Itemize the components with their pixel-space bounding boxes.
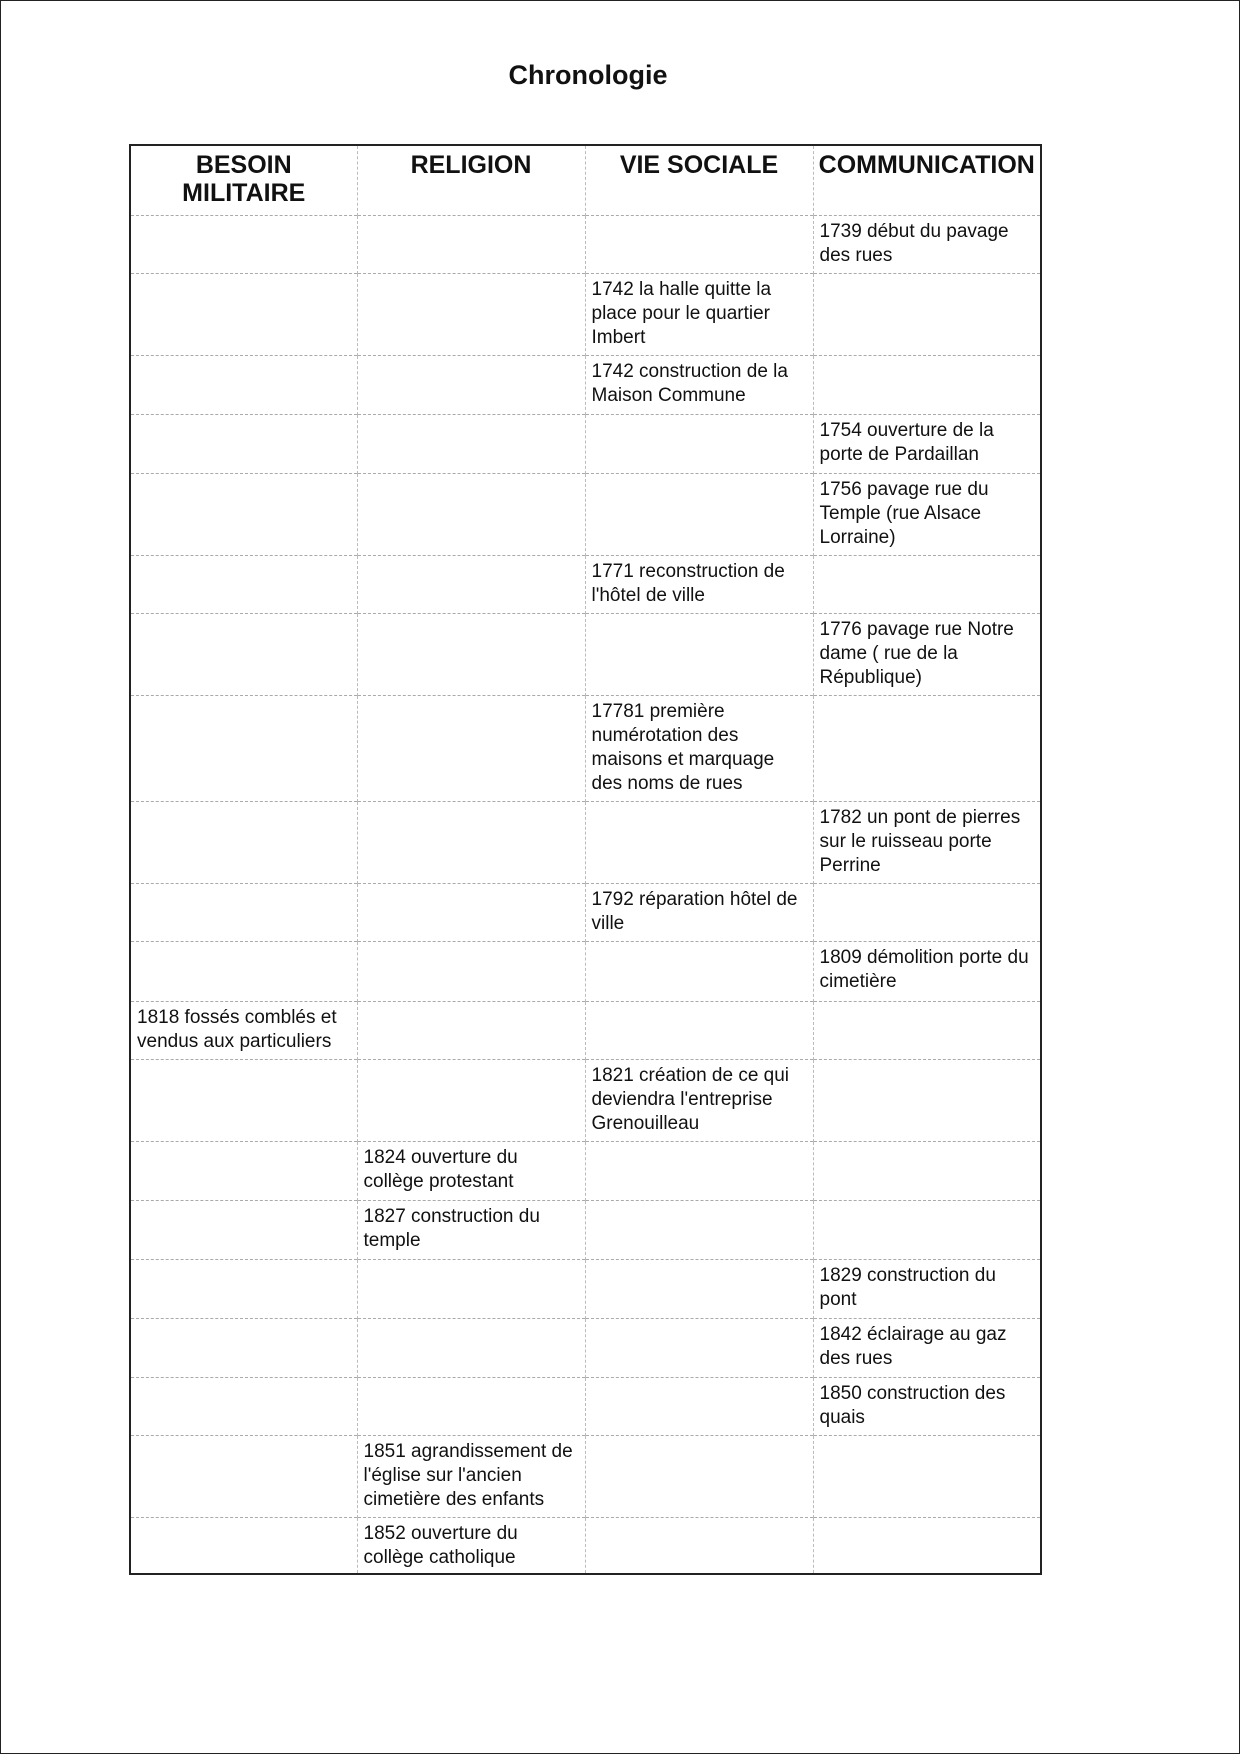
table-cell [813, 1201, 1041, 1260]
table-cell: 1824 ouverture du collège protestant [357, 1142, 585, 1201]
chronology-table [129, 144, 1042, 1575]
table-cell [130, 415, 357, 474]
table-row [130, 802, 1041, 884]
table-cell: 1829 construction du pont [813, 1260, 1041, 1319]
table-cell [357, 696, 585, 802]
table-cell [813, 1436, 1041, 1518]
table-cell [130, 1060, 357, 1142]
table-cell [130, 474, 357, 556]
header-row [130, 145, 1041, 216]
table-cell: 1821 création de ce qui deviendra l'entreprise Grenouilleau [585, 1060, 813, 1142]
table-cell [585, 1378, 813, 1436]
table-row [130, 1002, 1041, 1060]
table-cell: 1827 construction du temple [357, 1201, 585, 1260]
table-cell [585, 1436, 813, 1518]
table-cell [585, 1260, 813, 1319]
table-row [130, 274, 1041, 356]
table-cell [357, 884, 585, 942]
table-cell [813, 1060, 1041, 1142]
table-cell: 17781 première numérotation des maisons et marquage des noms de rues [585, 696, 813, 802]
table-cell: 1739 début du pavage des rues [813, 216, 1041, 274]
table-row [130, 1518, 1041, 1575]
page-title: Chronologie [508, 60, 668, 90]
table-cell [130, 884, 357, 942]
table-cell [357, 802, 585, 884]
table-cell [813, 1002, 1041, 1060]
table-cell [130, 1260, 357, 1319]
table-cell [585, 802, 813, 884]
table-cell [813, 1142, 1041, 1201]
table-cell [130, 1142, 357, 1201]
table-cell: 1852 ouverture du collège catholique [357, 1518, 585, 1575]
table-cell: 1818 fossés comblés et vendus aux particuliers [130, 1002, 357, 1060]
table-row [130, 474, 1041, 556]
table-cell [130, 1518, 357, 1575]
table-cell: 1842 éclairage au gaz des rues [813, 1319, 1041, 1378]
table-cell [357, 1060, 585, 1142]
table-row [130, 1260, 1041, 1319]
table-cell [357, 614, 585, 696]
table-cell: 1850 construction des quais [813, 1378, 1041, 1436]
table-cell [585, 614, 813, 696]
table-cell [130, 356, 357, 415]
table-cell: 1809 démolition porte du cimetière [813, 942, 1041, 1002]
table-cell: 1771 reconstruction de l'hôtel de ville [585, 556, 813, 614]
table-cell [357, 1002, 585, 1060]
table-cell: 1756 pavage rue du Temple (rue Alsace Lorraine) [813, 474, 1041, 556]
table-row [130, 415, 1041, 474]
table-cell [585, 1319, 813, 1378]
table-cell [585, 415, 813, 474]
table-row [130, 1060, 1041, 1142]
table-row [130, 356, 1041, 415]
table-row [130, 884, 1041, 942]
table-cell [585, 474, 813, 556]
table-row [130, 1436, 1041, 1518]
table-cell: 1776 pavage rue Notre dame ( rue de la République) [813, 614, 1041, 696]
table-cell [357, 1319, 585, 1378]
table-cell [585, 1002, 813, 1060]
table-cell: 1792 réparation hôtel de ville [585, 884, 813, 942]
table-cell [357, 474, 585, 556]
table-cell [130, 802, 357, 884]
table-cell [130, 216, 357, 274]
table-cell [130, 556, 357, 614]
table-cell: 1742 la halle quitte la place pour le quartier Imbert [585, 274, 813, 356]
table-cell [357, 556, 585, 614]
table-cell: 1851 agrandissement de l'église sur l'ancien cimetière des enfants [357, 1436, 585, 1518]
table-cell [813, 356, 1041, 415]
table-cell [357, 415, 585, 474]
table-row [130, 1201, 1041, 1260]
table-cell [130, 1436, 357, 1518]
table-row [130, 1142, 1041, 1201]
table-cell [357, 356, 585, 415]
table-cell: 1782 un pont de pierres sur le ruisseau porte Perrine [813, 802, 1041, 884]
table-cell [357, 1260, 585, 1319]
table-cell [585, 1518, 813, 1575]
table-row [130, 942, 1041, 1002]
column-header-religion: RELIGION [357, 145, 585, 216]
table-row [130, 1319, 1041, 1378]
column-header-vie-sociale: VIE SOCIALE [585, 145, 813, 216]
table-row [130, 696, 1041, 802]
table-cell [130, 1378, 357, 1436]
column-header-communication: COMMUNICATION [813, 145, 1041, 216]
table-row [130, 216, 1041, 274]
table-cell [357, 942, 585, 1002]
table-cell [130, 1201, 357, 1260]
table-cell: 1742 construction de la Maison Commune [585, 356, 813, 415]
table-cell [357, 274, 585, 356]
table-cell [585, 1201, 813, 1260]
table-cell [813, 556, 1041, 614]
table-cell [585, 216, 813, 274]
table-cell [130, 274, 357, 356]
table-cell [130, 614, 357, 696]
table-row [130, 556, 1041, 614]
table-cell [357, 1378, 585, 1436]
table-cell [585, 1142, 813, 1201]
table-cell [130, 1319, 357, 1378]
table-cell [585, 942, 813, 1002]
table-cell [813, 1518, 1041, 1575]
column-header-besoin-militaire: BESOIN MILITAIRE [182, 151, 306, 207]
table-row [130, 614, 1041, 696]
table-cell: 1754 ouverture de la porte de Pardaillan [813, 415, 1041, 474]
table-cell [813, 696, 1041, 802]
table-cell [130, 942, 357, 1002]
table-cell [813, 884, 1041, 942]
table-cell [813, 274, 1041, 356]
table-row [130, 1378, 1041, 1436]
table-cell [130, 696, 357, 802]
table-cell [357, 216, 585, 274]
